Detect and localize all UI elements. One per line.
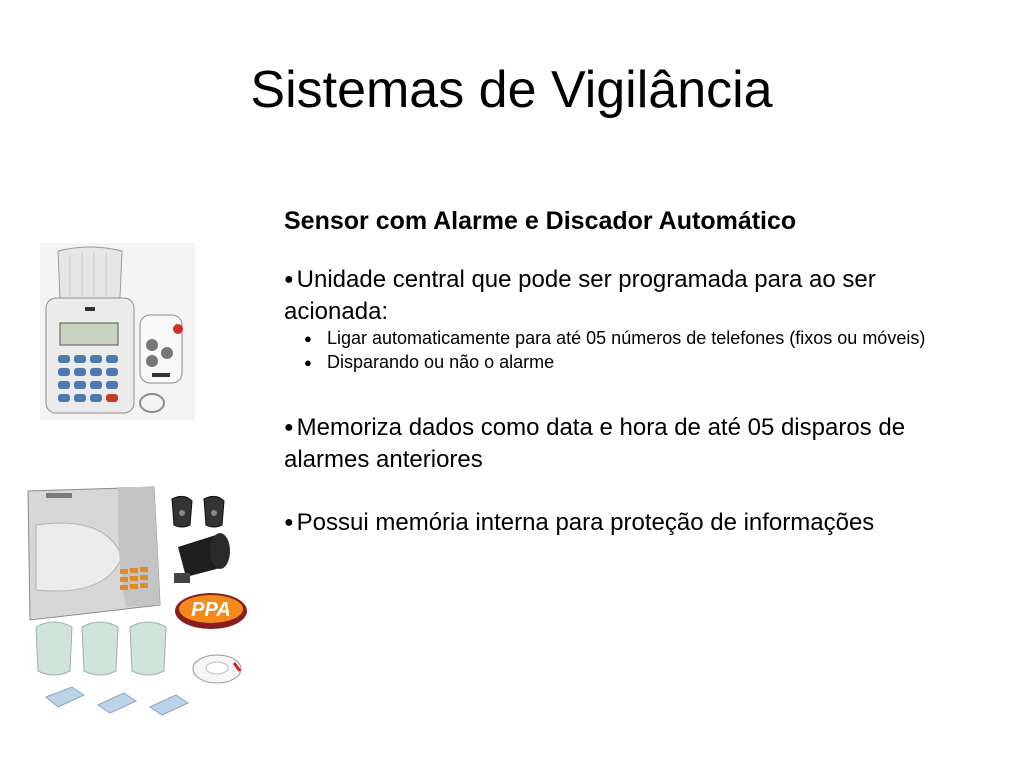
bullet-text: Memoriza dados como data e hora de até 05 disparos de alarmes anteriores	[284, 414, 906, 473]
alarm-kit-icon	[26, 485, 248, 725]
sub-bullet-list	[304, 327, 964, 374]
sub-bullet-item	[304, 327, 964, 350]
spacer	[284, 374, 964, 412]
sub-bullet-text: Disparando ou não o alarme	[327, 351, 555, 372]
bullet-item	[284, 507, 964, 539]
sub-bullet-text: Ligar automaticamente para até 05 números de telefones (fixos ou móveis)	[327, 328, 926, 349]
bullet-text: Unidade central que pode ser programada para ao ser acionada:	[284, 266, 876, 325]
alarm-dialer-keypad-icon	[40, 243, 195, 420]
alarm-kit-image	[26, 485, 248, 730]
slide-title: Sistemas de Vigilância	[250, 61, 773, 119]
section-subtitle: Sensor com Alarme e Discador Automático	[284, 207, 797, 235]
bullet-dot-icon: ●	[284, 271, 294, 288]
bullet-dot-icon: ●	[304, 331, 312, 347]
bullet-dot-icon: ●	[284, 419, 294, 437]
brand-badge-text: PPA	[191, 599, 231, 621]
bullet-item	[284, 264, 964, 327]
sub-bullet-item	[304, 351, 964, 374]
spacer	[284, 475, 964, 507]
bullet-item	[284, 412, 964, 475]
bullet-dot-icon: ●	[304, 354, 312, 370]
bullet-text: Possui memória interna para proteção de informações	[296, 509, 875, 537]
bullet-dot-icon: ●	[284, 514, 294, 532]
alarm-dialer-image	[40, 243, 195, 425]
slide-content	[284, 206, 964, 539]
